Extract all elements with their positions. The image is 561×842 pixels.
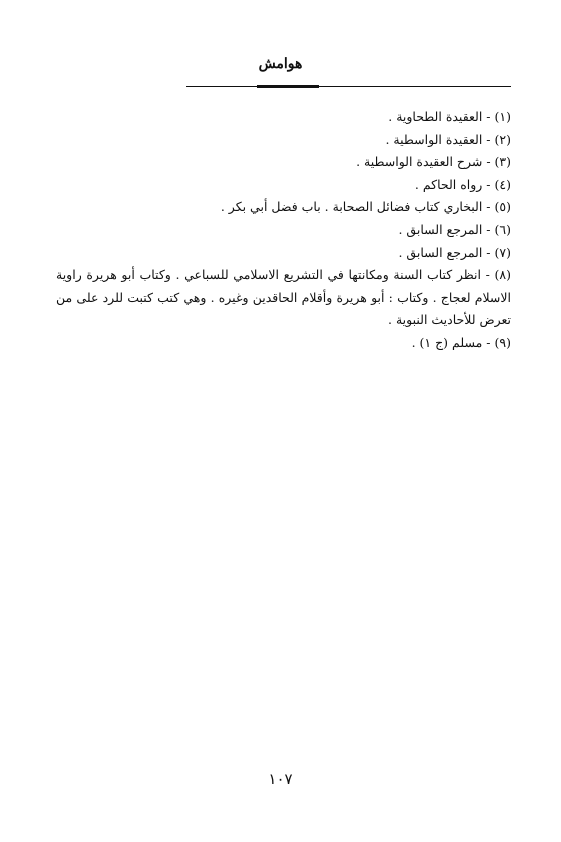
footnote-item: (٤) - رواه الحاكم . xyxy=(414,176,511,192)
header-divider-accent xyxy=(257,85,319,88)
footnote-item: (٦) - المرجع السابق . xyxy=(398,221,511,237)
footnote-item: (٧) - المرجع السابق . xyxy=(398,244,511,260)
page-title: هوامش xyxy=(258,56,303,72)
footnote-item: (٢) - العقيدة الواسطية . xyxy=(385,131,511,147)
footnotes-list xyxy=(56,106,511,355)
footnote-item: (٨) - انظر كتاب السنة ومكانتها في التشريع الاسلامي للسباعي . وكتاب أبو هريرة راوية الاسلام لعجاج . وكتاب : أبو هريرة وأقلام الحاقدين وغيره . وهي كتب كتبت للرد على من تعرض للأحاديث النبوية . xyxy=(56,267,511,328)
header-divider xyxy=(186,86,511,87)
page-number: ١٠٧ xyxy=(268,770,293,788)
footnote-item: (٩) - مسلم (ج ١) . xyxy=(411,334,511,350)
footnote-item: (٣) - شرح العقيدة الواسطية . xyxy=(356,154,511,170)
footnote-item: (١) - العقيدة الطحاوية . xyxy=(388,109,511,124)
footnote-item: (٥) - البخاري كتاب فضائل الصحابة . باب فضل أبي بكر . xyxy=(220,199,511,215)
